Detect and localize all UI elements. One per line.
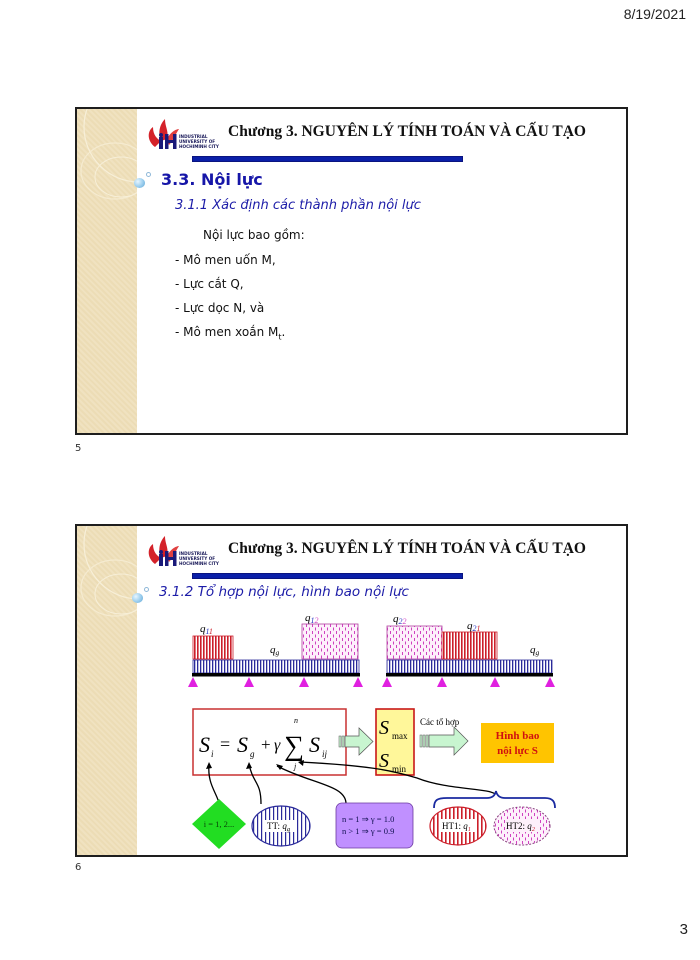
support-icon xyxy=(353,677,363,687)
live-load-1-oval xyxy=(430,807,486,845)
svg-text:q12: q12 xyxy=(305,612,319,625)
load-q11 xyxy=(193,636,233,659)
load-qg xyxy=(387,660,552,673)
svg-text:UNIVERSITY OF: UNIVERSITY OF xyxy=(179,556,216,561)
beam-line xyxy=(386,673,553,677)
smax-smin-box xyxy=(376,709,414,775)
svg-text:i = 1, 2...: i = 1, 2... xyxy=(203,819,235,829)
svg-text:=: = xyxy=(220,734,231,754)
svg-text:q11: q11 xyxy=(200,623,213,636)
support-icon xyxy=(490,677,500,687)
beam-diagram-1 xyxy=(188,612,363,687)
svg-text:Các tổ hợp: Các tổ hợp xyxy=(420,717,460,727)
subsection-heading: 3.1.1 Xác định các thành phần nội lực xyxy=(175,198,421,213)
list-item-text: - Mô men xoắn M xyxy=(175,325,279,339)
svg-text:qg: qg xyxy=(530,644,540,657)
support-icon xyxy=(188,677,198,687)
decorative-rings-icon xyxy=(77,109,137,435)
list-item: - Lực cắt Q, xyxy=(175,277,244,291)
page-number: 3 xyxy=(679,921,688,938)
svg-text:S: S xyxy=(309,732,320,757)
svg-text:min: min xyxy=(392,764,407,774)
title-underline-bar xyxy=(192,156,463,162)
list-item xyxy=(175,325,285,341)
svg-text:g: g xyxy=(250,749,255,759)
bullet-bubble-icon xyxy=(134,178,145,188)
list-item: - Lực dọc N, và xyxy=(175,301,265,315)
decorative-side-strip xyxy=(77,109,137,433)
svg-text:γ: γ xyxy=(274,737,281,754)
load-q12 xyxy=(302,624,358,659)
svg-text:n = 1 ⇒ γ = 1.0: n = 1 ⇒ γ = 1.0 xyxy=(342,814,395,824)
svg-text:S: S xyxy=(379,750,389,772)
support-icon xyxy=(437,677,447,687)
support-icon xyxy=(545,677,555,687)
envelope-box xyxy=(481,723,554,763)
section-heading: 3.3. Nội lực xyxy=(161,170,263,189)
list-item-suffix: . xyxy=(281,325,286,339)
svg-text:Hình bao: Hình bao xyxy=(495,730,540,742)
svg-text:n: n xyxy=(294,716,298,725)
slide-title: Chương 3. NGUYÊN LÝ TÍNH TOÁN VÀ CẤU TẠO xyxy=(228,123,586,140)
svg-text:HT2: q2: HT2: $q_2$ xyxy=(506,821,535,833)
svg-text:ij: ij xyxy=(322,749,328,759)
load-q21 xyxy=(442,632,497,659)
bullet-ring-icon xyxy=(146,172,151,177)
svg-text:S: S xyxy=(237,732,248,757)
index-diamond xyxy=(192,799,246,849)
load-q22 xyxy=(387,626,442,659)
svg-text:qg: qg xyxy=(270,644,280,657)
svg-text:i: i xyxy=(211,749,214,759)
page-date: 8/19/2021 xyxy=(623,6,686,22)
svg-text:n > 1 ⇒ γ = 0.9: n > 1 ⇒ γ = 0.9 xyxy=(342,826,395,836)
gamma-rule-box xyxy=(336,803,413,848)
svg-text:∑: ∑ xyxy=(284,731,304,762)
intro-text: Nội lực bao gồm: xyxy=(203,228,305,242)
svg-text:S: S xyxy=(379,717,389,739)
university-logo xyxy=(145,117,229,151)
svg-text:j: j xyxy=(294,762,297,771)
svg-text:UNIVERSITY OF: UNIVERSITY OF xyxy=(179,139,216,144)
slide-6 xyxy=(75,524,628,857)
svg-text:+: + xyxy=(261,735,271,754)
slide-number: 6 xyxy=(75,862,82,873)
dead-load-oval xyxy=(252,806,310,846)
slide-number: 5 xyxy=(75,443,82,454)
svg-text:nội lực S: nội lực S xyxy=(497,745,538,757)
svg-text:S: S xyxy=(199,732,210,757)
beam-diagram-2 xyxy=(382,613,555,687)
arrow-right-icon xyxy=(420,727,468,755)
load-combination-diagram xyxy=(77,526,628,857)
svg-text:q21: q21 xyxy=(467,620,481,633)
svg-text:max: max xyxy=(392,731,408,741)
support-icon xyxy=(244,677,254,687)
svg-text:INDUSTRIAL: INDUSTRIAL xyxy=(179,134,208,139)
svg-text:HT1: q1: HT1: $q_1$ xyxy=(442,821,471,833)
live-load-2-oval xyxy=(494,807,550,845)
slide-title: Chương 3. NGUYÊN LÝ TÍNH TOÁN VÀ CẤU TẠO xyxy=(228,540,586,557)
slide-5 xyxy=(75,107,628,435)
list-item: - Mô men uốn M, xyxy=(175,253,276,267)
svg-text:HOCHIMINH CITY: HOCHIMINH CITY xyxy=(179,561,219,566)
load-qg xyxy=(193,660,359,673)
subsection-heading: 3.1.2 Tổ hợp nội lực, hình bao nội lực xyxy=(159,584,409,600)
support-icon xyxy=(382,677,392,687)
beam-line xyxy=(192,673,360,677)
list-item-subscript: t xyxy=(278,332,282,342)
svg-text:TT: qg: TT: $q_g$ xyxy=(267,821,291,833)
svg-text:HOCHIMINH CITY: HOCHIMINH CITY xyxy=(179,144,219,149)
support-icon xyxy=(299,677,309,687)
svg-text:INDUSTRIAL: INDUSTRIAL xyxy=(179,551,208,556)
svg-text:q22: q22 xyxy=(393,613,407,626)
brace-icon xyxy=(434,791,555,808)
formula-box xyxy=(193,709,346,775)
